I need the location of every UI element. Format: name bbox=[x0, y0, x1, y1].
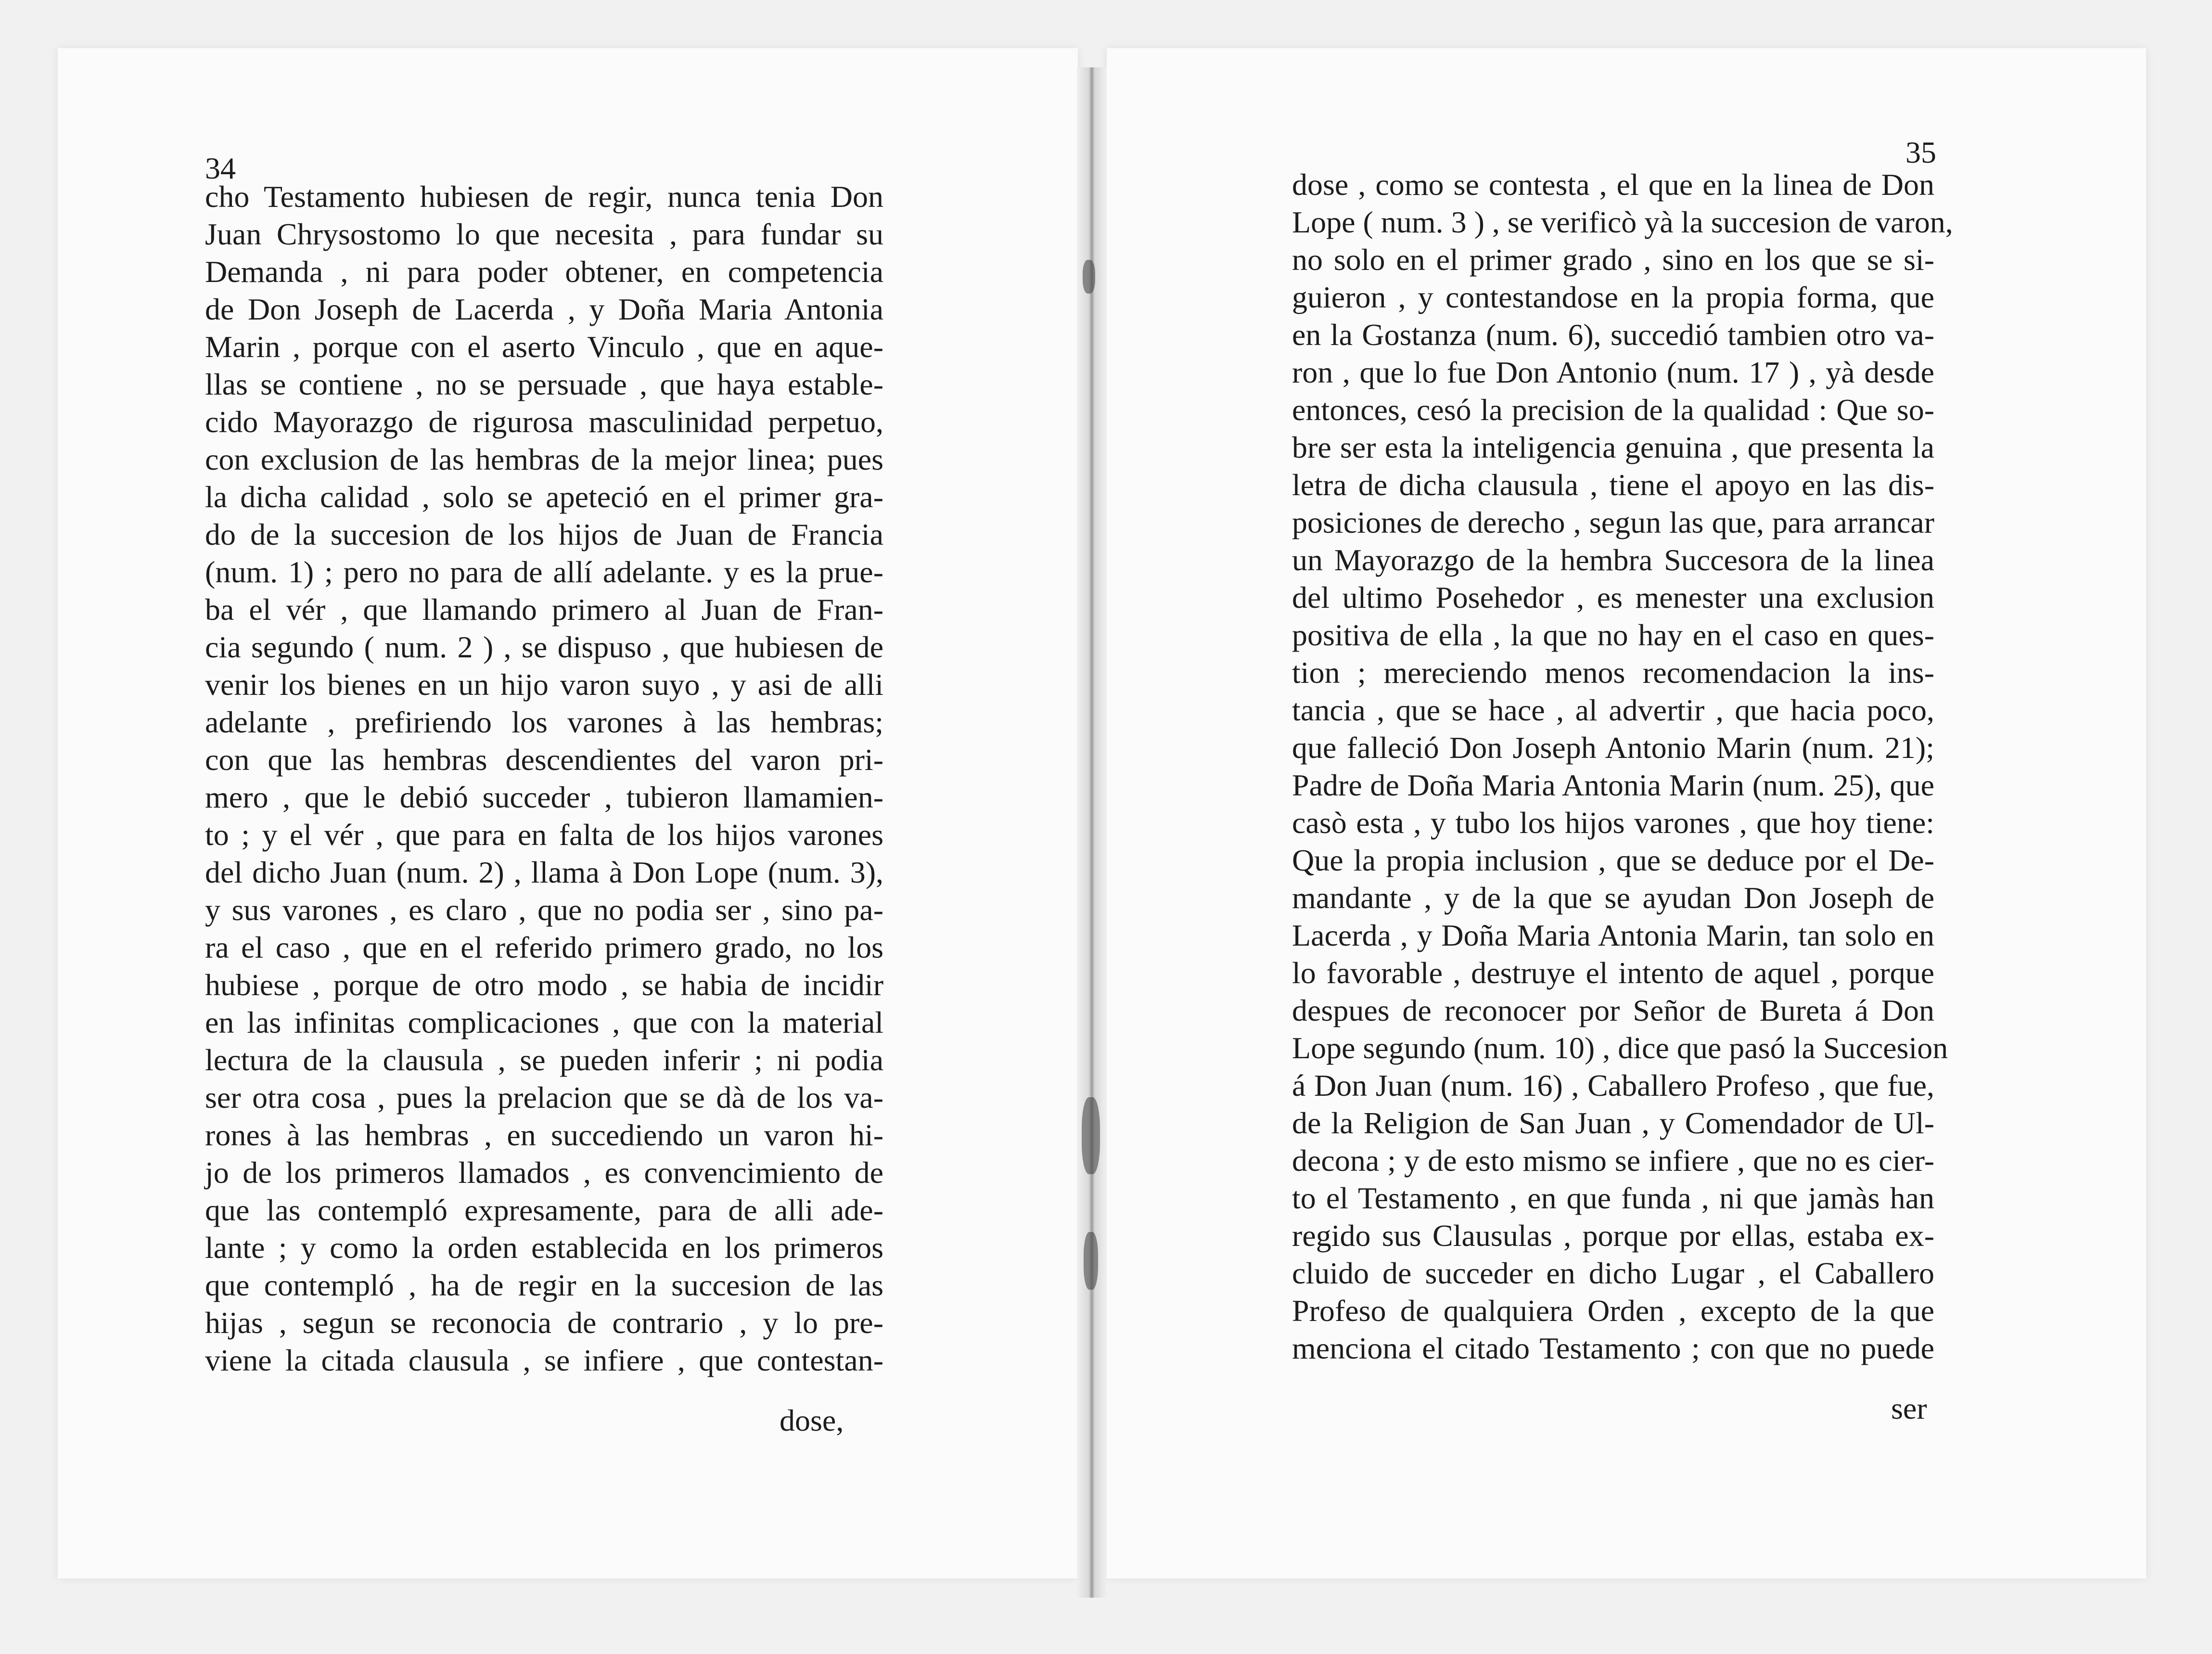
text-line: Lope ( num. 3 ) , se verificò yà la succesion de varon, bbox=[1292, 205, 1953, 239]
text-line: venir los bienes en un hijo varon suyo , y asi de alli bbox=[205, 667, 883, 702]
text-line: que contempló , ha de regir en la succesion de las bbox=[205, 1268, 883, 1302]
text-line: ra el caso , que en el referido primero grado, no los bbox=[205, 930, 883, 964]
gutter-stain bbox=[1084, 1232, 1098, 1290]
text-line: posiciones de derecho , segun las que, para arrancar bbox=[1292, 505, 1934, 539]
text-line: Lope segundo (num. 10) , dice que pasó la Succesion bbox=[1292, 1031, 1948, 1065]
text-line: hijas , segun se reconocia de contrario , y lo pre- bbox=[205, 1306, 883, 1340]
text-line: mandante , y de la que se ayudan Don Joseph de bbox=[1292, 881, 1934, 915]
left-page-text bbox=[205, 178, 883, 1379]
text-line: Padre de Doña Maria Antonia Marin (num. 25), que bbox=[1292, 768, 1934, 802]
text-line: cido Mayorazgo de rigurosa masculinidad perpetuo, bbox=[205, 405, 883, 439]
gutter-stain bbox=[1083, 260, 1095, 294]
text-line: to el Testamento , en que funda , ni que jamàs han bbox=[1292, 1181, 1934, 1215]
text-line: (num. 1) ; pero no para de allí adelante. y es la prue- bbox=[205, 555, 883, 589]
text-line: del ultimo Posehedor , es menester una exclusion bbox=[1292, 580, 1934, 615]
text-line: rones à las hembras , en succediendo un varon hi- bbox=[205, 1118, 883, 1152]
text-line: cho Testamento hubiesen de regir, nunca tenia Don bbox=[205, 180, 883, 214]
text-line: Que la propia inclusion , que se deduce por el De- bbox=[1292, 843, 1934, 877]
text-line: decona ; y de esto mismo se infiere , que no es cier- bbox=[1292, 1143, 1934, 1178]
text-line: cluido de succeder en dicho Lugar , el Caballero bbox=[1292, 1256, 1934, 1290]
text-line: ron , que lo fue Don Antonio (num. 17 ) , yà desde bbox=[1292, 355, 1934, 389]
text-line: en las infinitas complicaciones , que con la material bbox=[205, 1005, 883, 1039]
text-line: con exclusion de las hembras de la mejor linea; pues bbox=[205, 442, 883, 476]
left-catchword: dose, bbox=[780, 1403, 844, 1437]
text-line: en la Gostanza (num. 6), succedió tambien otro va- bbox=[1292, 318, 1934, 352]
text-line: hubiese , porque de otro modo , se habia de incidir bbox=[205, 968, 883, 1002]
text-line: regido sus Clausulas , porque por ellas, estaba ex- bbox=[1292, 1218, 1934, 1253]
text-line: jo de los primeros llamados , es convencimiento de bbox=[205, 1155, 883, 1190]
text-line: un Mayorazgo de la hembra Succesora de la linea bbox=[1292, 543, 1934, 577]
text-line: casò esta , y tubo los hijos varones , que hoy tiene: bbox=[1292, 806, 1934, 840]
text-line: con que las hembras descendientes del varon pri- bbox=[205, 743, 883, 777]
text-line: lante ; y como la orden establecida en los primeros bbox=[205, 1231, 883, 1265]
text-line: de Don Joseph de Lacerda , y Doña Maria Antonia bbox=[205, 292, 883, 326]
text-line: mero , que le debió succeder , tubieron llamamien- bbox=[205, 780, 883, 814]
gutter-stain bbox=[1082, 1097, 1100, 1174]
text-line: que falleció Don Joseph Antonio Marin (num. 21); bbox=[1292, 731, 1934, 765]
text-line: positiva de ella , la que no hay en el caso en ques- bbox=[1292, 618, 1934, 652]
text-line: menciona el citado Testamento ; con que no puede bbox=[1292, 1331, 1934, 1365]
text-line: á Don Juan (num. 16) , Caballero Profeso , que fue, bbox=[1292, 1068, 1934, 1103]
text-line: ba el vér , que llamando primero al Juan de Fran- bbox=[205, 592, 883, 627]
text-line: Demanda , ni para poder obtener, en competencia bbox=[205, 255, 883, 289]
text-line: entonces, cesó la precision de la qualidad : Que so- bbox=[1292, 393, 1934, 427]
text-line: tancia , que se hace , al advertir , que hacia poco, bbox=[1292, 693, 1934, 727]
text-line: Lacerda , y Doña Maria Antonia Marin, tan solo en bbox=[1292, 918, 1934, 952]
text-line: de la Religion de San Juan , y Comendador de Ul- bbox=[1292, 1106, 1934, 1140]
text-line: Marin , porque con el aserto Vinculo , que en aque- bbox=[205, 330, 883, 364]
text-line: viene la citada clausula , se infiere , que contestan- bbox=[205, 1343, 883, 1377]
text-line: Juan Chrysostomo lo que necesita , para fundar su bbox=[205, 217, 883, 251]
text-line: cia segundo ( num. 2 ) , se dispuso , que hubiesen de bbox=[205, 630, 883, 664]
left-page-number: 34 bbox=[205, 151, 236, 185]
text-line: to ; y el vér , que para en falta de los hijos varones bbox=[205, 818, 883, 852]
right-page-text bbox=[1292, 166, 1953, 1367]
text-line: guieron , y contestandose en la propia forma, que bbox=[1292, 280, 1934, 314]
text-line: del dicho Juan (num. 2) , llama à Don Lope (num. 3), bbox=[205, 855, 883, 889]
text-line: que las contempló expresamente, para de alli ade- bbox=[205, 1193, 883, 1227]
text-line: do de la succesion de los hijos de Juan de Francia bbox=[205, 517, 883, 551]
text-line: tion ; mereciendo menos recomendacion la ins- bbox=[1292, 655, 1934, 690]
text-line: la dicha calidad , solo se apeteció en el primer gra- bbox=[205, 480, 883, 514]
text-line: Profeso de qualquiera Orden , excepto de la que bbox=[1292, 1294, 1934, 1328]
text-line: letra de dicha clausula , tiene el apoyo en las dis- bbox=[1292, 468, 1934, 502]
text-line: no solo en el primer grado , sino en los que se si- bbox=[1292, 243, 1934, 277]
text-line: adelante , prefiriendo los varones à las hembras; bbox=[205, 705, 883, 739]
text-line: lectura de la clausula , se pueden inferir ; ni podia bbox=[205, 1043, 883, 1077]
book-gutter bbox=[1077, 67, 1107, 1598]
text-line: lo favorable , destruye el intento de aquel , porque bbox=[1292, 956, 1934, 990]
text-line: despues de reconocer por Señor de Bureta á Don bbox=[1292, 993, 1934, 1027]
text-line: bre ser esta la inteligencia genuina , que presenta la bbox=[1292, 430, 1934, 464]
text-line: dose , como se contesta , el que en la linea de Don bbox=[1292, 167, 1934, 202]
text-line: y sus varones , es claro , que no podia ser , sino pa- bbox=[205, 893, 883, 927]
text-line: llas se contiene , no se persuade , que haya estable- bbox=[205, 367, 883, 401]
text-line: ser otra cosa , pues la prelacion que se dà de los va- bbox=[205, 1080, 883, 1115]
right-page-number: 35 bbox=[1905, 135, 1936, 169]
right-catchword: ser bbox=[1891, 1391, 1927, 1425]
